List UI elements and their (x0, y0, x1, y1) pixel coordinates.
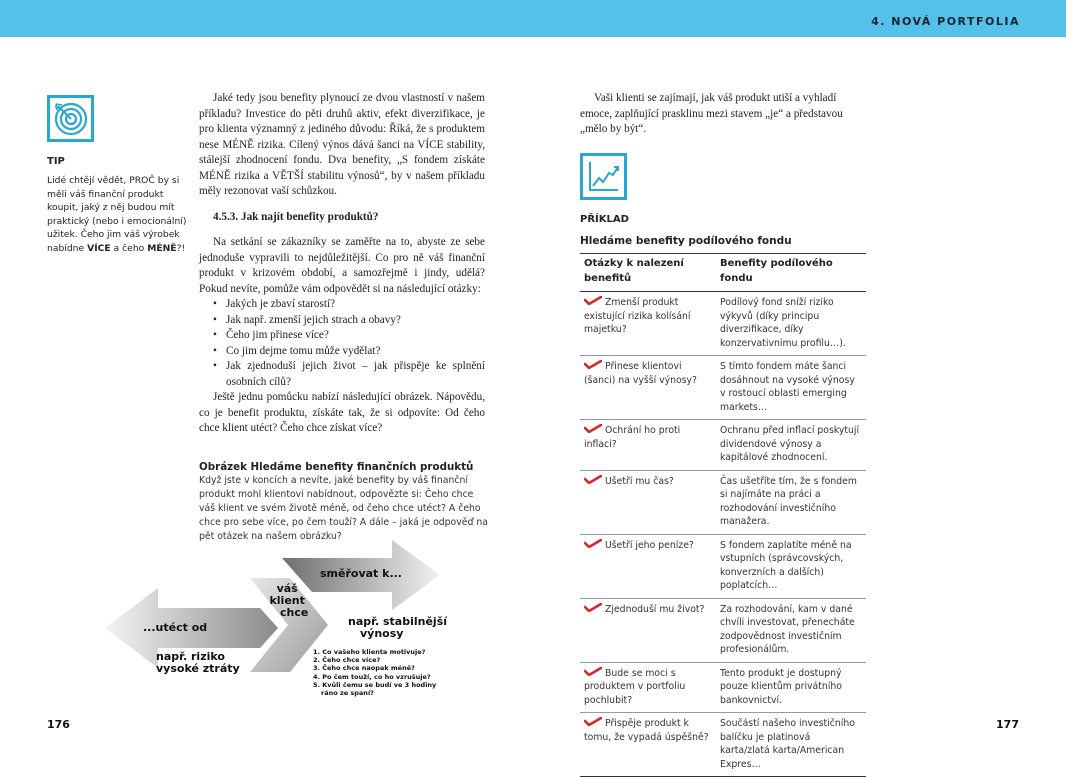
list-item: 1. Co vašeho klienta motivuje? (313, 648, 426, 656)
checkmark-icon (584, 717, 602, 725)
list-item: • Čeho jim přinese více? (213, 328, 485, 344)
benefit-cell: Čas ušetříte tím, že s fondem si najímáte na práci a rozhodování investičního manažera. (716, 470, 866, 534)
table-row (580, 662, 866, 713)
question-cell: Zjednoduší mu život? (580, 598, 716, 662)
table-header-row (580, 254, 866, 292)
tip-text: Lidé chtějí vědět, PROČ by si měli váš finanční produkt koupit, jaký z něj budou mít praktický (nebo i emocionální) užitek. Čeho jim váš výrobek nabídne VÍCE a čeho MÉNĚ?! (47, 175, 187, 254)
paragraph: Ještě jednu pomůcku nabízí následující obrázek. Nápovědu, co je benefit produktu, získáte tak, že si odpovíte: Od čeho chce klient utéct? Čeho chce získat více? (199, 391, 485, 434)
list-item: • Jakých je zbaví starostí? (213, 297, 485, 313)
figure-title: Obrázek Hledáme benefity finančních produktů (199, 461, 474, 473)
benefit-cell: S fondem zaplatíte méně na vstupních (správcovských, konverzních a dalších) poplatcích… (716, 534, 866, 598)
list-item: 2. Čeho chce více? (313, 656, 381, 665)
list-item: 3. Čeho chce naopak méně? (313, 664, 415, 673)
checkmark-icon (584, 603, 602, 611)
chapter-title: 4. NOVÁ PORTFOLIA (871, 15, 1020, 28)
checkmark-icon (584, 539, 602, 547)
benefits-table (580, 253, 866, 777)
checkmark-icon (584, 475, 602, 483)
target-icon (47, 95, 94, 142)
benefit-cell: Tento produkt je dostupný pouze klientům privátního bankovnictví. (716, 662, 866, 713)
question-list (199, 297, 485, 390)
checkmark-icon (584, 360, 602, 368)
chart-icon (580, 153, 627, 200)
list-item: • Jak zjednoduší jejich život – jak přispěje ke splnění osobních cílů? (213, 359, 485, 390)
figure-questions (313, 648, 436, 697)
paragraph: Na setkání se zákazníky se zaměřte na to, abyste ze sebe jednoduše vypravili to nejdůležitější. Co pro ně váš finanční produkt v krizovém období, a samozřejmě i jindy, udělá? Pokud nevíte, pomůže vám odpovědět si na následující otázky: (199, 236, 485, 295)
question-cell: Bude se moci s produktem v portfoliu pochlubit? (580, 662, 716, 713)
page-number-left: 176 (47, 718, 70, 731)
question-cell: Zmenší produkt existující rizika kolísání majetku? (580, 292, 716, 356)
flee-label: ...utéct od (143, 621, 208, 634)
table-row (580, 292, 866, 356)
list-item: • Jak např. zmenší jejich strach a obavy? (213, 313, 485, 329)
question-cell: Ušetří mu čas? (580, 470, 716, 534)
table-row (580, 598, 866, 662)
table-title: Hledáme benefity podílového fondu (580, 235, 792, 247)
checkmark-icon (584, 424, 602, 432)
benefit-cell: S tímto fondem máte šanci dosáhnout na vysoké výnosy v rostoucí oblasti emerging markets… (716, 356, 866, 420)
list-item: 5. Kvůli čemu se budí ve 3 hodiny (313, 680, 437, 689)
risk-label: např. riziko vysoké ztráty (156, 650, 240, 675)
example-label: PŘÍKLAD (580, 214, 629, 225)
benefit-arrows-diagram (100, 540, 500, 710)
returns-label: např. stabilnější výnosy (348, 615, 448, 640)
client-label: váš klient chce (269, 582, 309, 619)
benefit-cell: Za rozhodování, kam v dané chvíli investovat, přenecháte zodpovědnost investičním profesionálům. (716, 598, 866, 662)
question-cell: Přispěje produkt k tomu, že vypadá úspěšně? (580, 713, 716, 777)
tip-label: TIP (47, 156, 65, 167)
toward-label: směřovat k... (320, 567, 402, 580)
paragraph: Jaké tedy jsou benefity plynoucí ze dvou vlastností v našem příkladu? Investice do pěti druhů aktiv, efekt diverzifikace, je pro klienta významný z jediného důvodu: Říká, že s produktem nese MÉNĚ rizika. Cílený výnos dává šanci na VÍCE stability, stálejší zhodnocení fondu. Dva benefity, „S fondem získáte MÉNĚ rizika a VĚTŠÍ stabilitu výnosů“, by v našem příkladu měly rezonovat vaší schůzkou. (199, 92, 485, 197)
list-item: ráno ze spaní? (321, 689, 374, 698)
list-item: • Co jim dejme tomu může vydělat? (213, 344, 485, 360)
main-text-column (199, 91, 485, 437)
benefit-cell: Podílový fond sníží riziko výkyvů (díky principu diverzifikace, díky konzervativnímu profilu…). (716, 292, 866, 356)
benefit-cell: Ochranu před inflací poskytují dividendové výnosy a kapitálové zhodnocení. (716, 420, 866, 471)
column-header: Otázky k nalezení benefitů (580, 254, 716, 292)
table-row (580, 356, 866, 420)
table-row (580, 534, 866, 598)
table-row (580, 713, 866, 777)
table-row (580, 420, 866, 471)
checkmark-icon (584, 296, 602, 304)
question-cell: Ochrání ho proti inflaci? (580, 420, 716, 471)
question-cell: Přinese klientovi (šanci) na vyšší výnosy? (580, 356, 716, 420)
column-header: Benefity podílového fondu (716, 254, 866, 292)
intro-paragraph: Vaši klienti se zajímají, jak váš produkt utiší a vyhladí emoce, zaplňující prasklinu mezi stavem „je“ a představou „mělo by být“. (580, 92, 843, 135)
question-cell: Ušetří jeho peníze? (580, 534, 716, 598)
page-number-right: 177 (996, 718, 1019, 731)
list-item: 4. Po čem touží, co ho vzrušuje? (313, 672, 431, 681)
section-heading: 4.5.3. Jak najít benefity produktů? (213, 210, 379, 223)
figure-caption: Když jste v koncích a nevíte, jaké benefity by váš finanční produkt mohl klientovi nabídnout, odpovězte si: Čeho chce váš klient ve svém životě méně, od čeho chce utéct? A čeho chce pro sebe více, po čem touží? A dále – jaká je odpověď na pět otázek na našem obrázku? (199, 475, 488, 542)
table-row (580, 470, 866, 534)
benefit-cell: Součástí našeho investičního balíčku je platinová karta/zlatá karta/American Expres… (716, 713, 866, 777)
checkmark-icon (584, 667, 602, 675)
